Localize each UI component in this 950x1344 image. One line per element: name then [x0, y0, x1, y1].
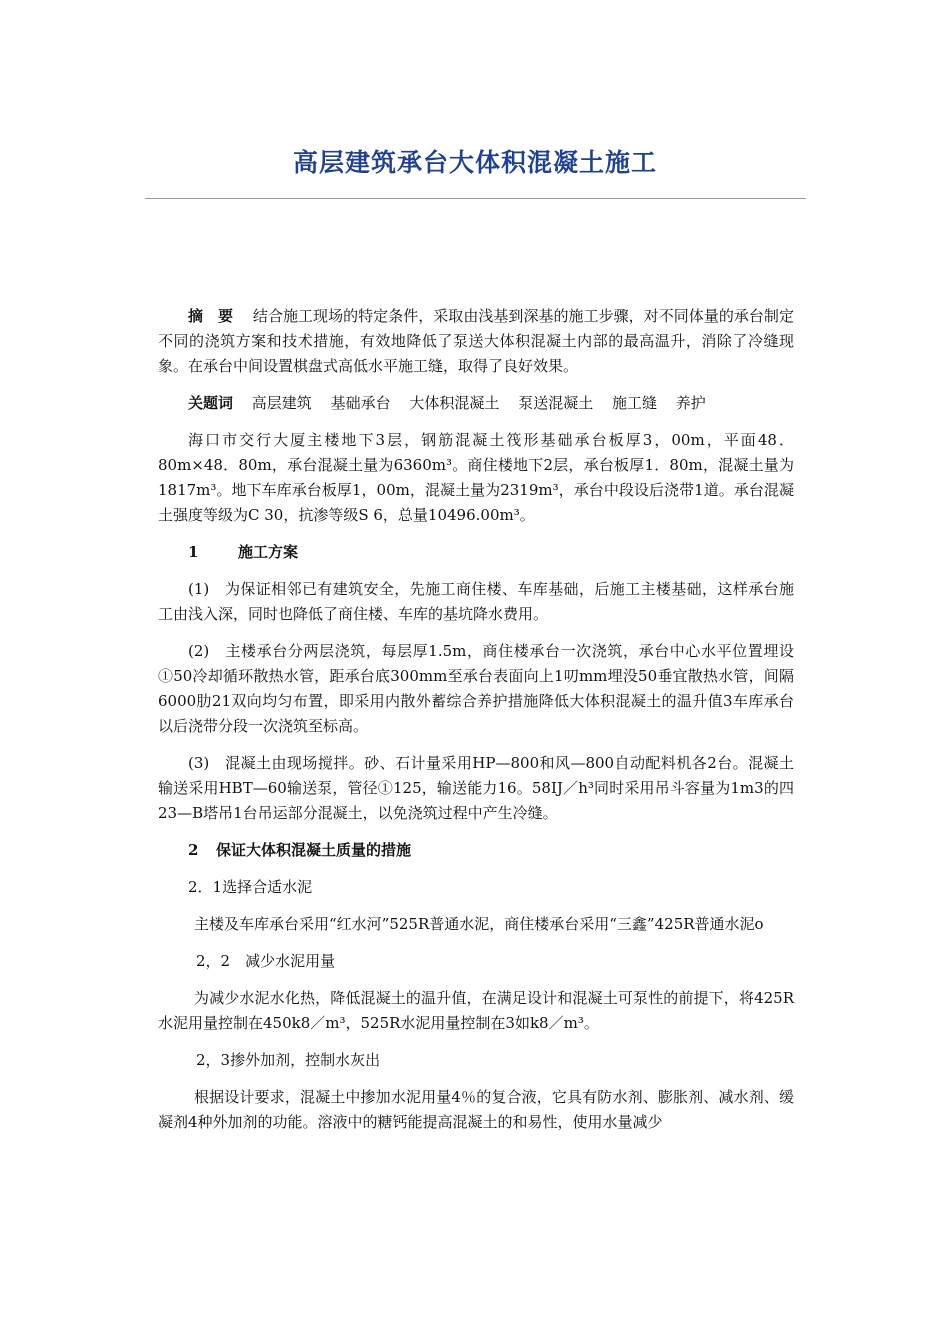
section-title: 施工方案: [238, 543, 299, 561]
page-title: 高层建筑承台大体积混凝土施工: [292, 148, 657, 177]
section-heading: [158, 540, 794, 565]
paragraph: 为减少水泥水化热，降低混凝土的温升值，在满足设计和混凝土可泵性的前提下，将425R水泥用量控制在450k8／m³，525R水泥用量控制在3如k8／m³。: [158, 989, 794, 1032]
keywords-label: 关题词: [188, 394, 234, 412]
list-item: (2) 主楼承台分两层浇筑，每层厚1.5m，商住楼承台一次浇筑，承台中心水平位置埋设①50冷却循环散热水管，距承台底300mm至承台表面向上1叨mm埋没50垂宜散热水管，间隔6000肋21双向均匀布置，即采用内散外蓄综合养护措施降低大体积混凝土的温升值3车库承台以后浇带分段一次浇筑至标高。: [158, 642, 794, 735]
section-number: 1: [188, 543, 199, 561]
subsection-heading: 2，2 减少水泥用量: [196, 952, 336, 970]
list-item: (3) 混凝土由现场搅拌。砂、石计量采用HP—800和风—800自动配料机各2台。混凝土输送采用HBT—60输送泵，管径①125，输送能力16。58IJ／h³同时采用吊斗容量为1m3的四23—B塔吊1台吊运部分混凝土，以免浇筑过程中产生冷缝。: [158, 754, 794, 822]
section-title: 保证大体积混凝土质量的措施: [216, 841, 412, 859]
keyword: 基础承台: [330, 394, 391, 412]
subsection-heading: 2．1选择合适水泥: [188, 878, 313, 896]
subsection-heading: 2，3掺外加剂，控制水灰出: [196, 1051, 381, 1069]
keyword: 施工缝: [611, 394, 657, 412]
keyword: 养护: [675, 394, 706, 412]
keyword: 泵送混凝土: [518, 394, 594, 412]
keyword: 大体积混凝土: [409, 394, 500, 412]
keyword: 高层建筑: [251, 394, 312, 412]
section-number: 2: [188, 841, 199, 859]
paragraph: 主楼及车库承台采用“红水河”525R普通水泥，商住楼承台采用“三鑫”425R普通水泥o: [194, 915, 764, 933]
list-item: (1) 为保证相邻已有建筑安全，先施工商住楼、车库基础，后施工主楼基础，这样承台施工由浅入深，同时也降低了商住楼、车库的基坑降水费用。: [158, 580, 794, 623]
keywords-paragraph: [158, 391, 794, 416]
abstract-paragraph: [158, 304, 794, 379]
document-body: [158, 304, 794, 1147]
abstract-text: 结合施工现场的特定条件，采取由浅基到深基的施工步骤，对不同体量的承台制定不同的浇筑方案和技术措施，有效地降低了泵送大体积混凝土内部的最高温升，消除了冷缝现象。在承台中间设置棋盘式高低水平施工缝，取得了良好效果。: [158, 307, 794, 375]
intro-paragraph: 海口市交行大厦主楼地下3层，钢筋混凝土筏形基础承台板厚3，00m，平面48．80m×48．80m，承台混凝土量为6360m³。商住楼地下2层，承台板厚1．80m，混凝土量为1817m³。地下车库承台板厚1，00m，混凝土量为2319m³，承台中段设后浇带1道。承台混凝土强度等级为C 30，抗渗等级S 6，总量10496.00m³。: [158, 431, 794, 524]
section-heading: [158, 838, 794, 863]
paragraph: 根据设计要求，混凝土中掺加水泥用量4％的复合液，它具有防水剂、膨胀剂、减水剂、缓凝剂4种外加剂的功能。溶液中的糖钙能提高混凝土的和易性，使用水量减少: [158, 1088, 794, 1131]
title-divider: [145, 198, 806, 199]
abstract-label: 摘 要: [188, 307, 234, 325]
